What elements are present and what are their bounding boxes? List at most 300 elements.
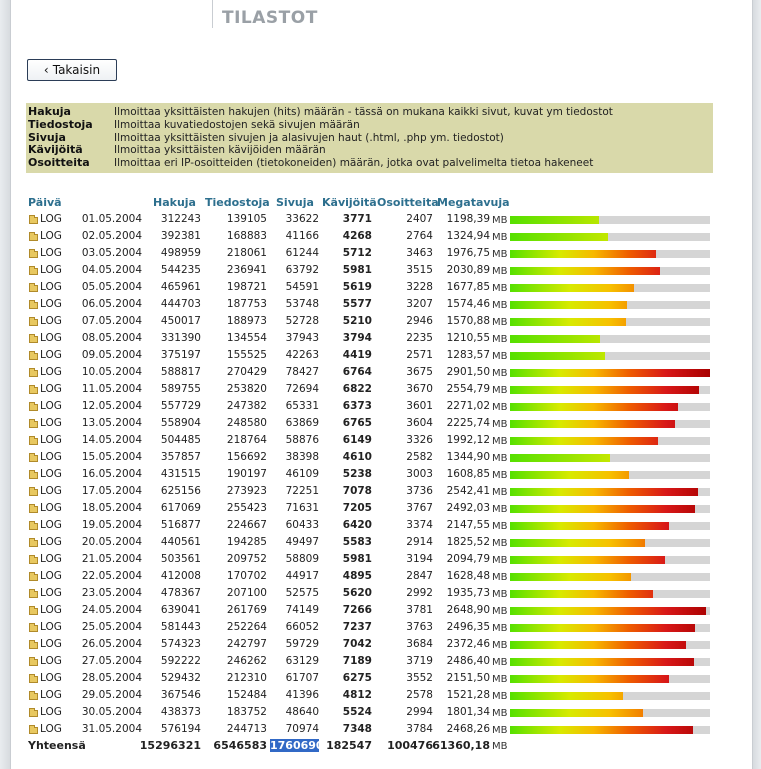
row-mb-unit: MB [492,215,508,226]
row-hits: 375197 [160,349,201,361]
folder-icon[interactable] [29,387,38,394]
table-row [0,636,761,653]
row-addresses: 3463 [406,247,433,259]
row-date: 29.05.2004 [81,689,142,701]
megabytes-bar [510,250,656,258]
row-hits: 367546 [160,689,201,701]
row-mb-unit: MB [492,708,508,719]
row-date: 02.05.2004 [81,230,142,242]
row-megabytes: 1570,88 [446,315,490,327]
column-header-day: Päivä [28,196,62,209]
row-pages: 78427 [285,366,319,378]
row-megabytes: 2492,03 [446,502,490,514]
log-link[interactable]: LOG [40,434,62,446]
row-mb-unit: MB [492,351,508,362]
log-link[interactable]: LOG [40,672,62,684]
megabytes-bar [510,301,627,309]
megabytes-bar [510,675,669,683]
megabytes-bar [510,420,675,428]
row-addresses: 2582 [406,451,433,463]
folder-icon[interactable] [29,608,38,615]
row-date: 12.05.2004 [81,400,142,412]
row-addresses: 3374 [406,519,433,531]
megabytes-bar-track [510,437,710,445]
row-mb-unit: MB [492,521,508,532]
folder-icon[interactable] [29,659,38,666]
megabytes-bar [510,641,686,649]
row-pages: 59729 [285,638,319,650]
row-pages: 41396 [285,689,319,701]
row-megabytes: 1608,85 [446,468,490,480]
row-visitors: 3771 [342,213,372,225]
table-row [0,687,761,704]
totals-row [0,738,761,754]
log-link[interactable]: LOG [40,349,62,361]
row-hits: 331390 [160,332,201,344]
column-header-pages: Sivuja [276,196,314,209]
row-pages: 42263 [285,349,319,361]
megabytes-bar [510,454,610,462]
row-addresses: 3552 [406,672,433,684]
row-files: 170702 [226,570,267,582]
megabytes-bar [510,556,665,564]
folder-icon[interactable] [29,370,38,377]
header-separator [212,0,213,28]
log-link[interactable]: LOG [40,621,62,633]
row-mb-unit: MB [492,691,508,702]
row-visitors: 6764 [342,366,372,378]
log-link[interactable]: LOG [40,451,62,463]
row-megabytes: 2542,41 [446,485,490,497]
log-link[interactable]: LOG [40,230,62,242]
row-files: 246262 [226,655,267,667]
table-row [0,568,761,585]
megabytes-bar [510,437,658,445]
row-megabytes: 2372,46 [446,638,490,650]
log-link[interactable]: LOG [40,655,62,667]
legend-row [28,106,711,119]
row-pages: 44917 [285,570,319,582]
row-addresses: 3601 [406,400,433,412]
table-row [0,347,761,364]
row-megabytes: 1521,28 [446,689,490,701]
folder-icon[interactable] [29,625,38,632]
row-date: 26.05.2004 [81,638,142,650]
totals-visitors: 182547 [326,739,372,752]
megabytes-bar-track [510,658,710,666]
table-row [0,551,761,568]
row-date: 25.05.2004 [81,621,142,633]
megabytes-bar [510,284,634,292]
megabytes-bar-track [510,675,710,683]
row-files: 183752 [226,706,267,718]
megabytes-bar [510,624,695,632]
row-visitors: 7266 [342,604,372,616]
row-pages: 61707 [285,672,319,684]
row-mb-unit: MB [492,283,508,294]
row-megabytes: 2648,90 [446,604,490,616]
row-visitors: 5238 [342,468,372,480]
log-link[interactable]: LOG [40,519,62,531]
row-megabytes: 1976,75 [446,247,490,259]
row-megabytes: 2554,79 [446,383,490,395]
row-pages: 38398 [285,451,319,463]
megabytes-bar [510,403,678,411]
log-link[interactable]: LOG [40,536,62,548]
log-link[interactable]: LOG [40,587,62,599]
row-hits: 412008 [160,570,201,582]
row-hits: 431515 [160,468,201,480]
folder-icon[interactable] [29,217,38,224]
folder-icon[interactable] [29,574,38,581]
folder-icon[interactable] [29,438,38,445]
folder-icon[interactable] [29,353,38,360]
row-megabytes: 1801,34 [446,706,490,718]
folder-icon[interactable] [29,506,38,513]
table-row [0,381,761,398]
log-link[interactable]: LOG [40,553,62,565]
megabytes-bar [510,369,710,377]
row-megabytes: 2901,50 [446,366,490,378]
row-date: 10.05.2004 [81,366,142,378]
folder-icon[interactable] [29,557,38,564]
totals-megabytes: 61360,18 [432,739,490,752]
log-link[interactable]: LOG [40,502,62,514]
megabytes-bar-track [510,301,710,309]
row-addresses: 3781 [406,604,433,616]
row-files: 207100 [226,587,267,599]
row-visitors: 7078 [342,485,372,497]
row-pages: 65331 [285,400,319,412]
row-hits: 617069 [160,502,201,514]
row-megabytes: 1283,57 [446,349,490,361]
folder-icon[interactable] [29,336,38,343]
row-files: 194285 [226,536,267,548]
row-files: 252264 [226,621,267,633]
megabytes-bar [510,267,660,275]
row-megabytes: 1628,48 [446,570,490,582]
log-link[interactable]: LOG [40,723,62,735]
megabytes-bar-track [510,556,710,564]
row-date: 31.05.2004 [81,723,142,735]
row-mb-unit: MB [492,606,508,617]
folder-icon[interactable] [29,642,38,649]
folder-icon[interactable] [29,523,38,530]
legend-description: Ilmoittaa yksittäisten hakujen (hits) määrän - tässä on mukana kaikki sivut, kuvat ym tiedostot [114,106,613,118]
log-link[interactable]: LOG [40,247,62,259]
folder-icon[interactable] [29,676,38,683]
row-files: 218061 [226,247,267,259]
row-addresses: 3784 [406,723,433,735]
row-mb-unit: MB [492,640,508,651]
totals-files: 6546583 [213,739,267,752]
row-pages: 72694 [285,383,319,395]
table-row [0,670,761,687]
table-row [0,483,761,500]
row-mb-unit: MB [492,623,508,634]
row-megabytes: 2486,40 [446,655,490,667]
table-row [0,466,761,483]
column-header-visitors: Kävijöitä [322,196,377,209]
row-addresses: 2914 [406,536,433,548]
row-pages: 74149 [285,604,319,616]
row-addresses: 3736 [406,485,433,497]
row-pages: 63869 [285,417,319,429]
folder-icon[interactable] [29,319,38,326]
table-row [0,415,761,432]
row-pages: 72251 [285,485,319,497]
table-row [0,619,761,636]
log-link[interactable]: LOG [40,315,62,327]
megabytes-bar-track [510,454,710,462]
row-pages: 52728 [285,315,319,327]
back-button[interactable] [27,59,117,81]
row-date: 13.05.2004 [81,417,142,429]
totals-pages[interactable]: 1760690 [270,739,324,752]
row-mb-unit: MB [492,300,508,311]
row-pages: 52575 [285,587,319,599]
log-link[interactable]: LOG [40,281,62,293]
table-row [0,653,761,670]
row-files: 190197 [226,468,267,480]
megabytes-bar [510,318,626,326]
folder-icon[interactable] [29,285,38,292]
table-row [0,500,761,517]
row-visitors: 6275 [342,672,372,684]
log-link[interactable]: LOG [40,570,62,582]
row-pages: 61244 [285,247,319,259]
row-visitors: 6420 [342,519,372,531]
row-files: 187753 [226,298,267,310]
row-megabytes: 1324,94 [446,230,490,242]
row-megabytes: 1198,39 [446,213,490,225]
row-files: 209752 [226,553,267,565]
row-megabytes: 2094,79 [446,553,490,565]
row-megabytes: 1992,12 [446,434,490,446]
row-visitors: 5981 [342,264,372,276]
row-hits: 444703 [160,298,201,310]
row-hits: 544235 [160,264,201,276]
row-visitors: 5712 [342,247,372,259]
row-megabytes: 1935,73 [446,587,490,599]
row-date: 04.05.2004 [81,264,142,276]
row-hits: 639041 [160,604,201,616]
folder-icon[interactable] [29,540,38,547]
row-date: 14.05.2004 [81,434,142,446]
folder-icon[interactable] [29,727,38,734]
folder-icon[interactable] [29,591,38,598]
folder-icon[interactable] [29,693,38,700]
table-row [0,721,761,738]
row-megabytes: 2271,02 [446,400,490,412]
legend-term: Kävijöitä [28,143,83,157]
table-row [0,364,761,381]
megabytes-bar-track [510,505,710,513]
log-link[interactable]: LOG [40,298,62,310]
row-files: 236941 [226,264,267,276]
legend-row [28,157,711,170]
table-row [0,279,761,296]
row-visitors: 7348 [342,723,372,735]
log-link[interactable]: LOG [40,604,62,616]
row-mb-unit: MB [492,419,508,430]
table-row [0,585,761,602]
row-files: 224667 [226,519,267,531]
row-pages: 58876 [285,434,319,446]
row-files: 152484 [226,689,267,701]
row-files: 253820 [226,383,267,395]
row-pages: 60433 [285,519,319,531]
legend-term: Osoitteita [28,156,90,170]
back-button-label: Takaisin [52,63,101,77]
row-files: 198721 [226,281,267,293]
column-header-files: Tiedostoja [205,196,270,209]
row-visitors: 5981 [342,553,372,565]
folder-icon[interactable] [29,302,38,309]
column-header-addresses: Osoitteita [377,196,439,209]
row-visitors: 5210 [342,315,372,327]
row-date: 05.05.2004 [81,281,142,293]
row-files: 139105 [226,213,267,225]
row-addresses: 3003 [406,468,433,480]
legend-row [28,132,711,145]
table-row [0,330,761,347]
row-date: 16.05.2004 [81,468,142,480]
row-date: 03.05.2004 [81,247,142,259]
folder-icon[interactable] [29,489,38,496]
log-link[interactable]: LOG [40,383,62,395]
megabytes-bar [510,573,631,581]
row-mb-unit: MB [492,317,508,328]
legend-description: Ilmoittaa yksittäisten kävijöiden määrän [114,144,326,157]
row-mb-unit: MB [492,402,508,413]
row-files: 242797 [226,638,267,650]
megabytes-bar-track [510,539,710,547]
megabytes-bar-track [510,403,710,411]
megabytes-bar-track [510,471,710,479]
row-date: 23.05.2004 [81,587,142,599]
row-mb-unit: MB [492,504,508,515]
row-mb-unit: MB [492,589,508,600]
row-mb-unit: MB [492,725,508,736]
row-addresses: 3228 [406,281,433,293]
row-addresses: 2992 [406,587,433,599]
log-link[interactable]: LOG [40,400,62,412]
log-link[interactable]: LOG [40,706,62,718]
row-megabytes: 2468,26 [446,723,490,735]
folder-icon[interactable] [29,710,38,717]
row-hits: 558904 [160,417,201,429]
megabytes-bar [510,522,669,530]
folder-icon[interactable] [29,268,38,275]
row-files: 244713 [226,723,267,735]
megabytes-bar [510,233,608,241]
folder-icon[interactable] [29,404,38,411]
row-pages: 58809 [285,553,319,565]
log-link[interactable]: LOG [40,417,62,429]
row-hits: 450017 [160,315,201,327]
folder-icon[interactable] [29,421,38,428]
table-row [0,245,761,262]
log-link[interactable]: LOG [40,264,62,276]
row-addresses: 3326 [406,434,433,446]
table-row [0,296,761,313]
column-header-hits: Hakuja [153,196,196,209]
stats-table-body [0,211,761,738]
megabytes-bar-track [510,335,710,343]
folder-icon[interactable] [29,455,38,462]
totals-hits: 15296321 [139,739,201,752]
megabytes-bar-track [510,692,710,700]
row-pages: 41166 [285,230,319,242]
row-visitors: 6822 [342,383,372,395]
megabytes-bar [510,488,698,496]
row-mb-unit: MB [492,232,508,243]
log-link[interactable]: LOG [40,366,62,378]
megabytes-bar-track [510,573,710,581]
legend-description: Ilmoittaa kuvatiedostojen sekä sivujen määrän [114,118,360,131]
row-files: 270429 [226,366,267,378]
row-files: 247382 [226,400,267,412]
table-row [0,262,761,279]
megabytes-bar-track [510,607,710,615]
row-hits: 357857 [160,451,201,463]
row-addresses: 3763 [406,621,433,633]
log-link[interactable]: LOG [40,485,62,497]
row-pages: 71631 [285,502,319,514]
row-visitors: 4812 [342,689,372,701]
row-mb-unit: MB [492,368,508,379]
log-link[interactable]: LOG [40,638,62,650]
log-link[interactable]: LOG [40,689,62,701]
row-pages: 66052 [285,621,319,633]
row-date: 17.05.2004 [81,485,142,497]
row-pages: 54591 [285,281,319,293]
row-hits: 392381 [160,230,201,242]
row-hits: 592222 [160,655,201,667]
row-addresses: 3670 [406,383,433,395]
row-pages: 37943 [285,332,319,344]
totals-mb-unit: MB [492,741,508,752]
row-hits: 438373 [160,706,201,718]
folder-icon[interactable] [29,234,38,241]
row-visitors: 5620 [342,587,372,599]
row-hits: 312243 [160,213,201,225]
row-date: 24.05.2004 [81,604,142,616]
folder-icon[interactable] [29,472,38,479]
megabytes-bar-track [510,369,710,377]
row-megabytes: 2496,35 [446,621,490,633]
row-addresses: 3515 [406,264,433,276]
row-visitors: 4268 [342,230,372,242]
row-files: 168883 [226,230,267,242]
row-date: 11.05.2004 [81,383,142,395]
log-link[interactable]: LOG [40,213,62,225]
megabytes-bar-track [510,590,710,598]
row-hits: 478367 [160,587,201,599]
log-link[interactable]: LOG [40,332,62,344]
row-megabytes: 2030,89 [446,264,490,276]
row-visitors: 4419 [342,349,372,361]
row-hits: 465961 [160,281,201,293]
folder-icon[interactable] [29,251,38,258]
row-mb-unit: MB [492,487,508,498]
log-link[interactable]: LOG [40,468,62,480]
row-date: 01.05.2004 [81,213,142,225]
megabytes-bar [510,726,693,734]
page-title: TILASTOT [222,8,318,28]
row-visitors: 5583 [342,536,372,548]
